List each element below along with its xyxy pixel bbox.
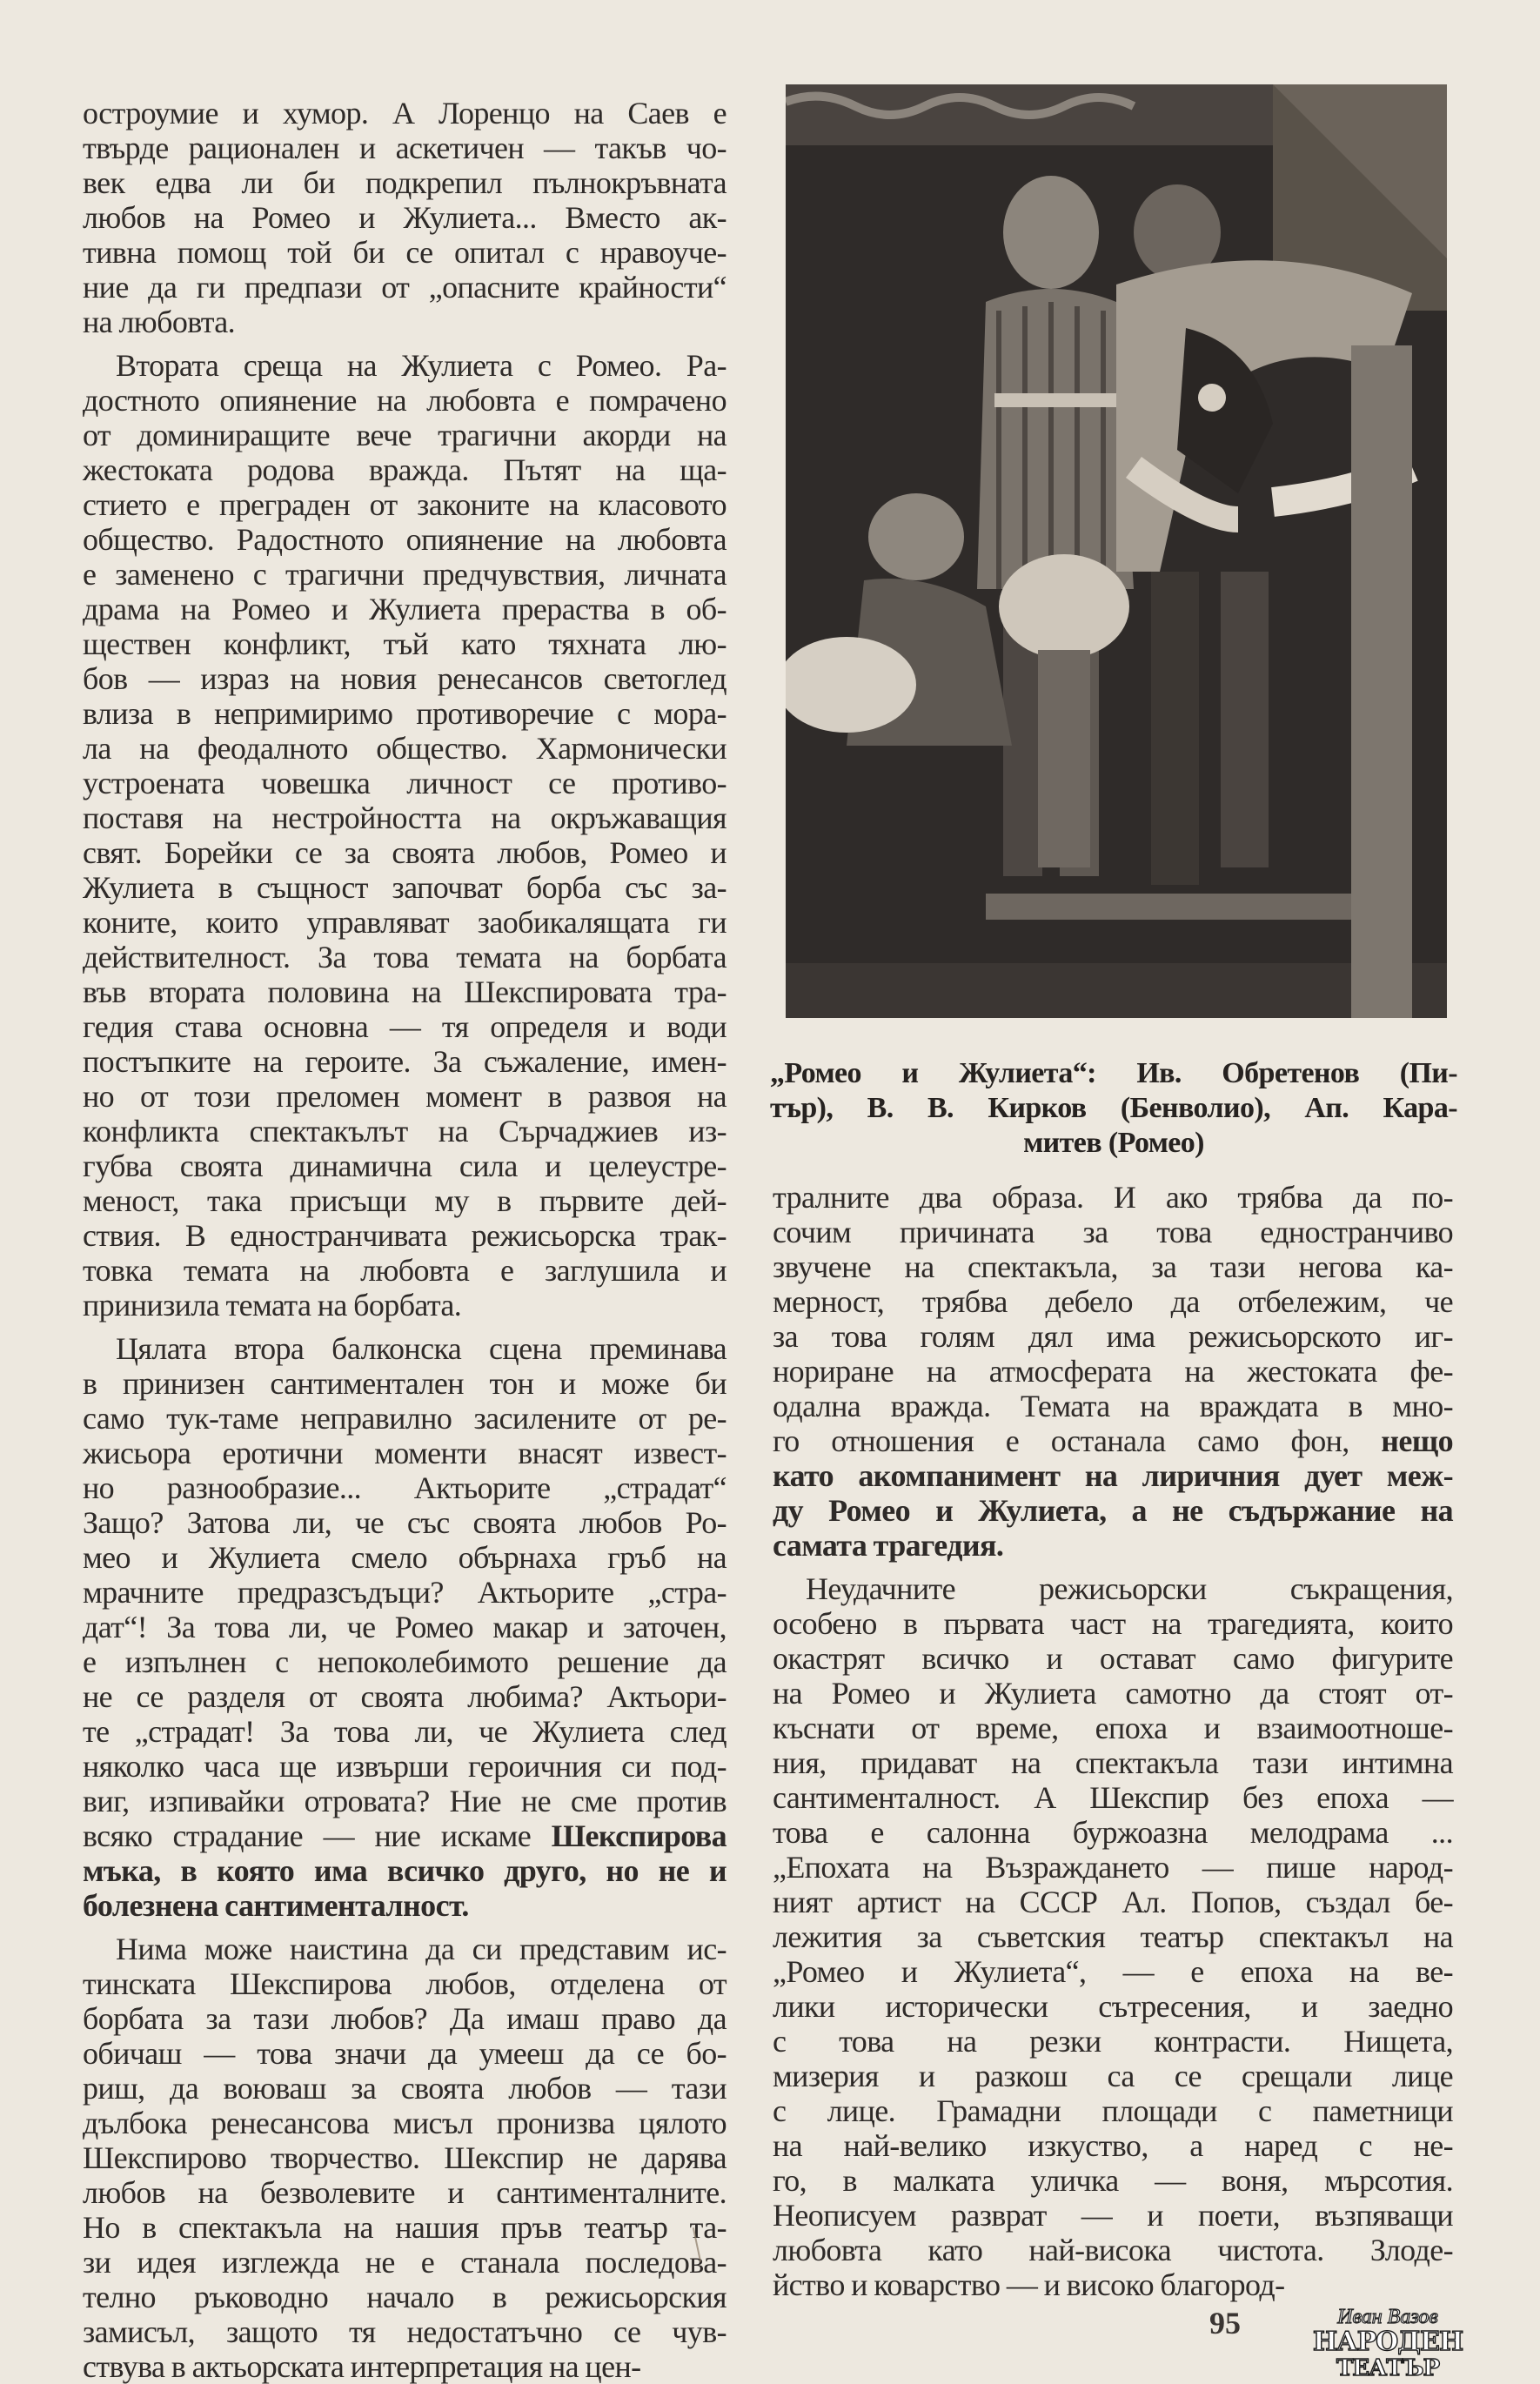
text-line: риш, да воюваш за своята любов — тази (83, 2071, 726, 2106)
text-line: с това на резки контрасти. Нищета, (773, 2024, 1453, 2059)
text-line: достното опиянение на любовта е помрачено (83, 383, 726, 418)
text-line: тивна помощ той би се опитал с нравоуче- (83, 235, 726, 270)
paragraph-gap (83, 1923, 726, 1932)
text-line (83, 1888, 726, 1923)
text-line: Неописуем разврат — и поети, възпяващи (773, 2198, 1453, 2233)
text-line: мизерия и разкош са се срещали лице (773, 2059, 1453, 2093)
stage-photo (786, 84, 1447, 1018)
left-column (83, 96, 726, 2384)
paragraph (773, 1571, 1453, 2302)
text-line: мео и Жулиета смело обърнаха гръб на (83, 1540, 726, 1575)
text-line: „Епохата на Възраждането — пише народ- (773, 1850, 1453, 1885)
text-line: но разнообразие... Актьорите „страдат“ (83, 1470, 726, 1505)
paragraph (83, 96, 726, 339)
text-line: коните, които управляват заобикалящата ги (83, 905, 726, 940)
text-line: „Ромео и Жулиета“, — е епоха на ве- (773, 1954, 1453, 1989)
text-line: особено в първата част на трагедията, които (773, 1606, 1453, 1641)
text-line: меност, така присъщи му в първите дей- (83, 1183, 726, 1218)
text-line: борбата за тази любов? Да имаш право да (83, 2001, 726, 2036)
bold-emphasis: ду Ромео и Жулиета, а не съдържание на (773, 1493, 1453, 1528)
text-line: тинската Шекспирова любов, отделена от (83, 1966, 726, 2001)
text-line: мрачните предразсъдъци? Актьорите „стра- (83, 1575, 726, 1610)
text-line: на най-велико изкуство, а наред с не- (773, 2128, 1453, 2163)
caption-line: „Ромео и Жулиета“: Ив. Обретенов (Пи- (770, 1057, 1457, 1089)
page-number: 95 (1209, 2306, 1241, 2340)
text-line: бов — израз на новия ренесансов светоглед (83, 661, 726, 696)
watermark-line2: ТЕАТЪР (1336, 2355, 1440, 2381)
text-line: драма на Ромео и Жулиета прераства в об- (83, 592, 726, 626)
text-line: любов на Ромео и Жулиета... Вместо ак- (83, 200, 726, 235)
text-line: Жулиета в същност започват борба със за- (83, 870, 726, 905)
text-line: Защо? Затова ли, че със своята любов Ро- (83, 1505, 726, 1540)
text-line: Неудачните режисьорски съкращения, (806, 1571, 1453, 1606)
paragraph-gap (83, 339, 726, 348)
text-line: общество. Радостното опиянение на любовта (83, 522, 726, 557)
national-theatre-watermark (1279, 2306, 1496, 2381)
caption-line: митев (Ромео) (1023, 1127, 1204, 1159)
text-line: Нима може наистина да си представим ис- (116, 1932, 726, 1966)
text-line: във втората половина на Шекспировата тра- (83, 974, 726, 1009)
bold-emphasis: самата трагедия. (773, 1528, 1004, 1563)
text-line: го отношения е останала само фон, нещо (773, 1423, 1453, 1458)
text-line: къснати от време, епоха и взаимоотноше- (773, 1711, 1453, 1745)
text-line: на любовта. (83, 305, 236, 339)
bold-emphasis: Шекспирова (551, 1818, 726, 1853)
text-line: само тук-таме неправилно засилените от ре- (83, 1401, 726, 1436)
text-line (83, 1853, 726, 1888)
text-line: принизила темата на борбата. (83, 1288, 462, 1323)
text-line: не се разделя от своята любима? Актьори- (83, 1679, 726, 1714)
text-line: постъпките на героите. За съжаление, имен- (83, 1044, 726, 1079)
text-line: е изпълнен с непоколебимото решение да (83, 1644, 726, 1679)
text-line: от доминиращите вече трагични акорди на (83, 418, 726, 452)
text-line: сочим причината за това едностранчиво (773, 1215, 1453, 1249)
text-line: век едва ли би подкрепил пълнокръвната (83, 165, 726, 200)
text-line: те „страдат! За това ли, че Жулиета след (83, 1714, 726, 1749)
text-line: стието е преграден от законите на класовото (83, 487, 726, 522)
paragraph-gap (773, 1563, 1453, 1571)
bold-emphasis: като акомпанимент на лиричния дует меж- (773, 1458, 1453, 1493)
text-line: жисьора еротични моменти внасят извест- (83, 1436, 726, 1470)
text-line: свят. Борейки се за своята любов, Ромео и (83, 835, 726, 870)
text-line: звучене на спектакъла, за тази негова ка- (773, 1249, 1453, 1284)
text-line: за това голям дял има режисьорското иг- (773, 1319, 1453, 1354)
text-line: ществен конфликт, тъй като тяхната лю- (83, 626, 726, 661)
text-line: замисъл, защото тя недостатъчно се чув- (83, 2314, 726, 2349)
text-line: но от този преломен момент в развоя на (83, 1079, 726, 1114)
text-line: гедия става основна — тя определя и води (83, 1009, 726, 1044)
right-column (773, 1180, 1453, 2302)
paragraph-gap (83, 1323, 726, 1331)
text-line: влиза в непримиримо противоречие с мора- (83, 696, 726, 731)
text-line: лежития за съветския театър спектакъл на (773, 1919, 1453, 1954)
text-line: обичаш — това значи да умееш да се бо- (83, 2036, 726, 2071)
text-line: дълбока ренесансова мисъл пронизва цялото (83, 2106, 726, 2140)
text-line: устроената човешка личност се противо- (83, 766, 726, 800)
photo-caption (770, 1056, 1457, 1161)
text-line: конфликта спектакълът на Сърчаджиев из- (83, 1114, 726, 1148)
text-line: сантименталност. А Шекспир без епоха — (773, 1780, 1453, 1815)
watermark-line1: НАРОДЕН (1312, 2327, 1463, 2357)
paragraph (83, 348, 726, 1323)
text-line: губва своята динамична сила и целеустре- (83, 1148, 726, 1183)
text-line: зи идея изглежда не е станала последова- (83, 2245, 726, 2280)
text-line: Цялата втора балконска сцена преминава (116, 1331, 726, 1366)
text-line: йство и коварство — и високо благород- (773, 2267, 1285, 2302)
paragraph (773, 1180, 1453, 1563)
text-line: го, в малката уличка — воня, мърсотия. (773, 2163, 1453, 2198)
text-line: ният артист на СССР Ал. Попов, създал бе- (773, 1885, 1453, 1919)
watermark-signature: Иван Вазов (1337, 2306, 1438, 2328)
text-line: ние да ги предпази от „опасните крайности“ (83, 270, 726, 305)
text-line: товка темата на любовта е заглушила и (83, 1253, 726, 1288)
text-line: с лице. Грамадни площади с паметници (773, 2093, 1453, 2128)
text-line (773, 1528, 1453, 1563)
bold-emphasis: мъка, в която има всичко друго, но не и (83, 1853, 726, 1888)
text-line: Шекспирово творчество. Шекспир не дарява (83, 2140, 726, 2175)
paragraph (83, 1331, 726, 1923)
bold-emphasis: нещо (1381, 1423, 1453, 1458)
bold-emphasis: болезнена сантименталност. (83, 1888, 469, 1923)
text-line: всяко страдание — ние искаме Шекспирова (83, 1818, 726, 1853)
stage-photo-illustration (786, 84, 1447, 1018)
text-line: любов на безволевите и сантименталните. (83, 2175, 726, 2210)
text-line: виг, изпивайки отровата? Ние не сме против (83, 1784, 726, 1818)
text-line: ния, придават на спектакъла тази интимна (773, 1745, 1453, 1780)
text-line: ствия. В едностранчивата режисьорска трак- (83, 1218, 726, 1253)
text-line: няколко часа ще извърши героичния си под- (83, 1749, 726, 1784)
text-line (773, 1458, 1453, 1493)
text-line: телно ръководно начало в режисьорския (83, 2280, 726, 2314)
caption-line: тър), В. В. Кирков (Бенволио), Ап. Кара- (770, 1092, 1457, 1124)
text-line: Втората среща на Жулиета с Ромео. Ра- (116, 348, 726, 383)
text-line: е заменено с трагични предчувствия, личната (83, 557, 726, 592)
text-line: твърде рационален и аскетичен — такъв чо- (83, 131, 726, 165)
text-line: Но в спектакъла на нашия пръв театър та- (83, 2210, 726, 2245)
text-line (773, 1493, 1453, 1528)
text-line: мерност, трябва дебело да отбележим, че (773, 1284, 1453, 1319)
text-line: ствува в актьорската интерпретация на цен- (83, 2349, 641, 2384)
text-line: действителност. За това темата на борбата (83, 940, 726, 974)
text-line: поставя на нестройността на окръжаващия (83, 800, 726, 835)
text-line: одална вражда. Темата на враждата в мно- (773, 1389, 1453, 1423)
paragraph (83, 1932, 726, 2384)
text-line: любовта като най-висока чистота. Злоде- (773, 2233, 1453, 2267)
text-line: ла на феодалното общество. Хармонически (83, 731, 726, 766)
text-line: това е салонна буржоазна мелодрама ... (773, 1815, 1453, 1850)
text-line: тралните два образа. И ако трябва да по- (773, 1180, 1453, 1215)
text-line: на Ромео и Жулиета самотно да стоят от- (773, 1676, 1453, 1711)
text-line: нориране на атмосферата на жестоката фе- (773, 1354, 1453, 1389)
text-line: остроумие и хумор. А Лоренцо на Саев е (83, 96, 726, 131)
text-line: дат“! За това ли, че Ромео макар и заточен, (83, 1610, 726, 1644)
text-line: лики исторически сътресения, и заедно (773, 1989, 1453, 2024)
text-line: окастрят всичко и остават само фигурите (773, 1641, 1453, 1676)
text-line: жестоката родова вражда. Пътят на ща- (83, 452, 726, 487)
text-line: в принизен сантиментален тон и може би (83, 1366, 726, 1401)
